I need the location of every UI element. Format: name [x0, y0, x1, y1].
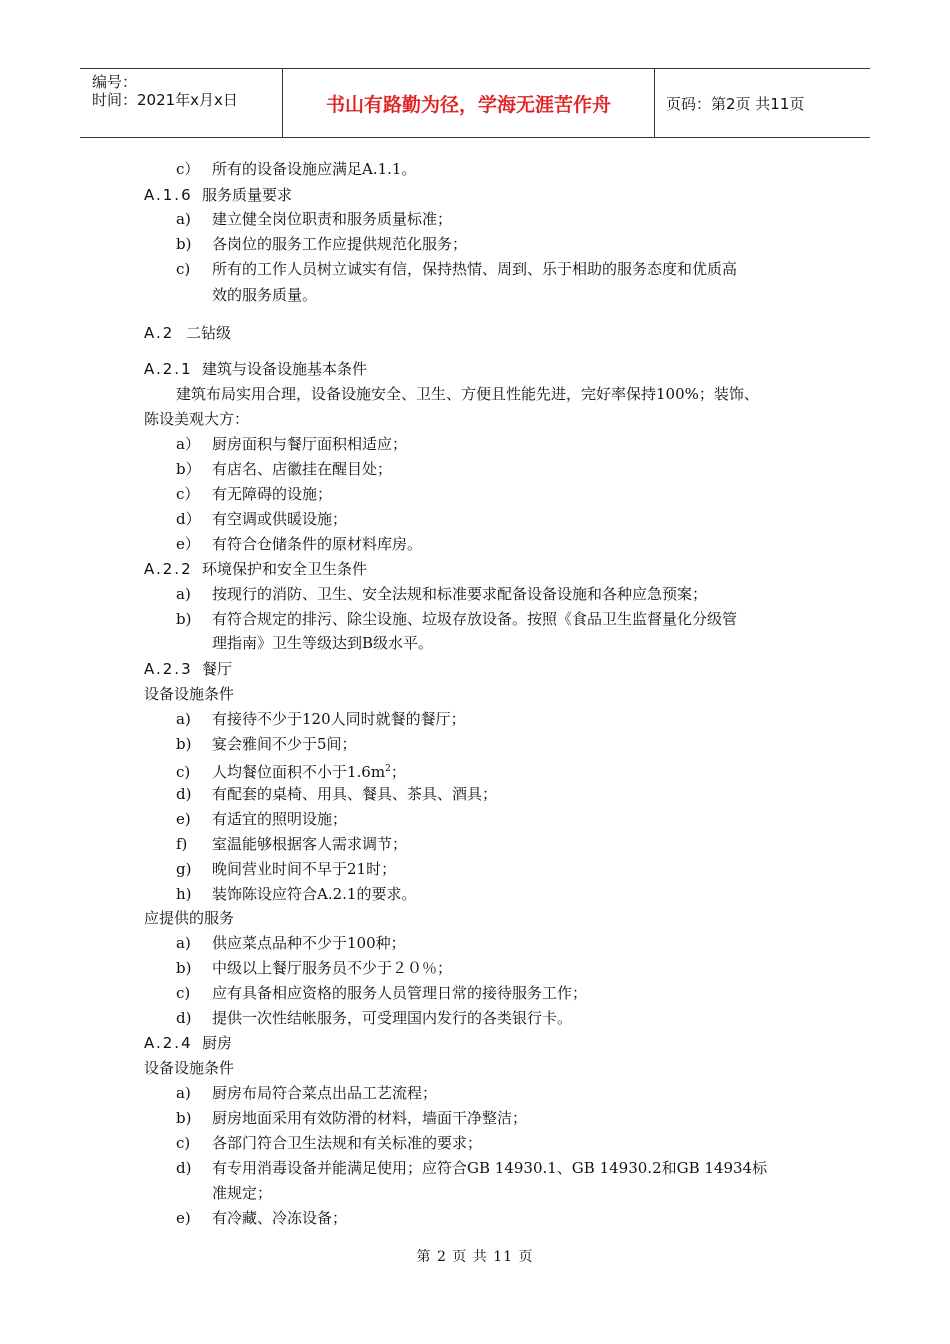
number-label: 编号：	[92, 73, 138, 91]
list-item: d) 提供一次性结帐服务，可受理国内发行的各类银行卡。	[176, 1009, 573, 1027]
list-item: a) 厨房布局符合菜点出品工艺流程；	[176, 1084, 438, 1102]
list-item: d) 有专用消毒设备并能满足使用；应符合GB 14930.1、GB 14930.2和GB 14934标	[176, 1159, 768, 1177]
list-item: b） 有店名、店徽挂在醒目处；	[176, 460, 393, 478]
subheading: 应提供的服务	[144, 909, 235, 927]
list-item: a) 供应菜点品种不少于100种；	[176, 934, 406, 952]
list-item: e) 有冷藏、冷冻设备；	[176, 1209, 348, 1227]
list-item-continuation: 准规定；	[212, 1184, 273, 1202]
section-heading: A.2.2 环境保护和安全卫生条件	[144, 560, 368, 578]
list-item: c) 各部门符合卫生法规和有关标准的要求；	[176, 1134, 483, 1152]
list-item: f) 室温能够根据客人需求调节；	[176, 835, 408, 853]
section-heading: A.2 二钻级	[144, 324, 232, 342]
list-item: a) 有接待不少于120人同时就餐的餐厅；	[176, 710, 466, 728]
list-item: c) 人均餐位面积不小于$1.6m^2$；	[176, 763, 406, 781]
paragraph-line: 建筑布局实用合理，设备设施安全、卫生、方便且性能先进，完好率保持100%；装饰、	[176, 385, 759, 403]
list-item-continuation: 理指南》卫生等级达到B级水平。	[212, 634, 434, 652]
header-meta	[80, 69, 283, 137]
motto: 书山有路勤为径，学海无涯苦作舟	[283, 69, 655, 137]
section-heading: A.1.6 服务质量要求	[144, 186, 293, 204]
list-item: e) 有适宜的照明设施；	[176, 810, 348, 828]
page-label: 页码：第2页 共11页	[666, 94, 805, 113]
list-item: c) 所有的工作人员树立诚实有信，保持热情、周到、乐于相助的服务态度和优质高	[176, 260, 738, 278]
list-item: h) 装饰陈设应符合A.2.1的要求。	[176, 885, 417, 903]
list-item: a） 厨房面积与餐厅面积相适应；	[176, 435, 408, 453]
list-item: b) 有符合规定的排污、除尘设施、垃圾存放设备。按照《食品卫生监督量化分级管	[176, 610, 738, 628]
list-item: d) 有配套的桌椅、用具、餐具、茶具、酒具；	[176, 785, 498, 803]
page-footer: 第 2 页 共 11 页	[416, 1249, 534, 1265]
list-item: c） 有无障碍的设施；	[176, 485, 333, 503]
list-item: b) 各岗位的服务工作应提供规范化服务；	[176, 235, 468, 253]
list-item: a) 建立健全岗位职责和服务质量标准；	[176, 210, 453, 228]
section-heading: A.2.3 餐厅	[144, 660, 233, 678]
subheading: 设备设施条件	[144, 1059, 235, 1077]
section-heading: A.2.4 厨房	[144, 1034, 233, 1052]
list-item-continuation: 效的服务质量。	[212, 286, 318, 304]
list-item: b) 厨房地面采用有效防滑的材料，墙面干净整洁；	[176, 1109, 528, 1127]
section-heading: A.2.1 建筑与设备设施基本条件	[144, 360, 368, 378]
time-label: 时间：2021年x月x日	[92, 91, 238, 109]
list-item: c) 应有具备相应资格的服务人员管理日常的接待服务工作；	[176, 984, 588, 1002]
paragraph-line: 陈设美观大方：	[144, 410, 250, 428]
page-header	[80, 68, 870, 138]
list-item: c） 所有的设备设施应满足A.1.1。	[176, 160, 417, 178]
list-item: e） 有符合仓储条件的原材料库房。	[176, 535, 423, 553]
list-item: b) 宴会雅间不少于5间；	[176, 735, 357, 753]
list-item: d） 有空调或供暖设施；	[176, 510, 348, 528]
subheading: 设备设施条件	[144, 685, 235, 703]
list-item: b) 中级以上餐厅服务员不少于２０％；	[176, 959, 453, 977]
list-item: a) 按现行的消防、卫生、安全法规和标准要求配备设备设施和各种应急预案；	[176, 585, 708, 603]
list-item: g) 晚间营业时间不早于21时；	[176, 860, 397, 878]
